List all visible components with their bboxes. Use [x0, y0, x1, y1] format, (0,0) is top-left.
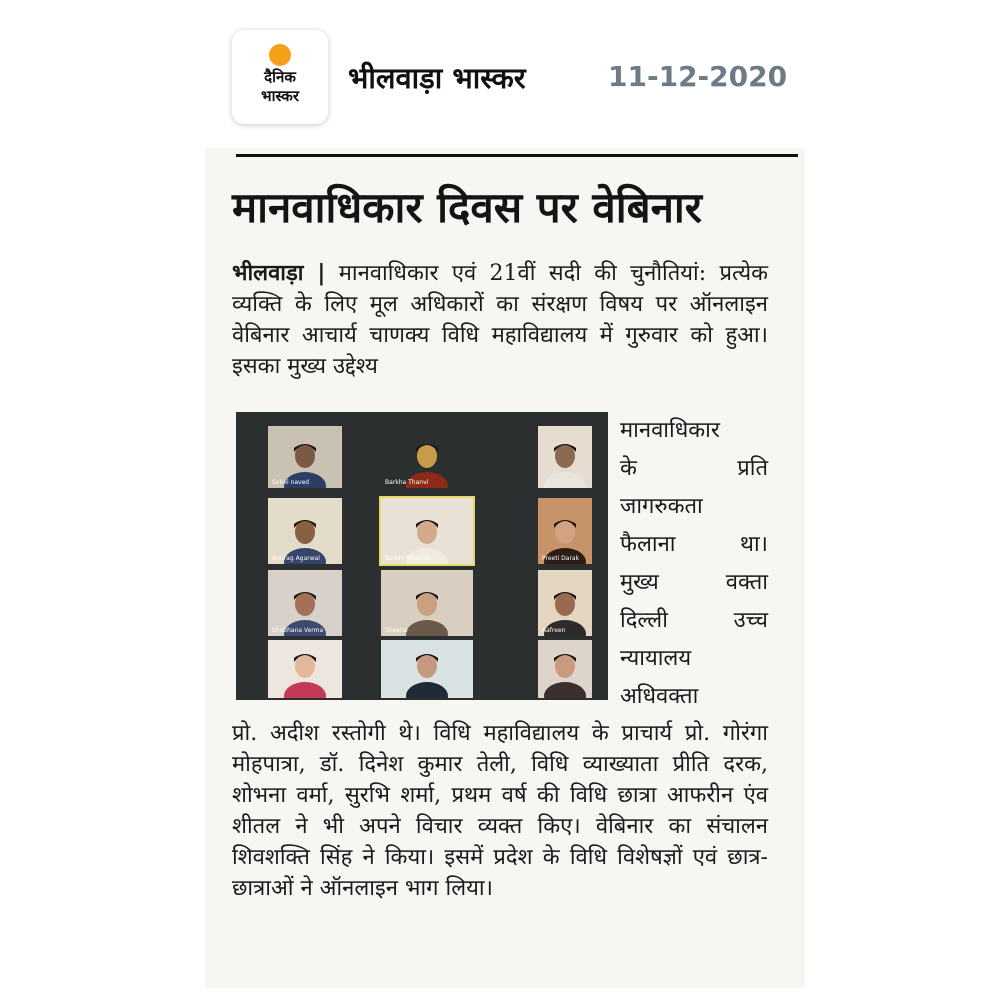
headline: मानवाधिकार दिवस पर वेबिनार [232, 183, 702, 232]
para-top-text: मानवाधिकार एवं 21वीं सदी की चुनौतियां: प्रत्येक व्यक्ति के लिए मूल अधिकारों का संरक्षण विषय पर ऑनलाइन वेबिनार आचार्य चाणक्य विधि महाविद्यालय में गुरुवार को हुआ। इसका मुख्य उद्देश्य [232, 261, 768, 379]
participant-figure [542, 646, 588, 698]
side-line: मुख्य वक्ता [620, 570, 768, 595]
video-tile [538, 498, 592, 564]
side-line: फैलाना था। [620, 532, 768, 557]
participant-figure [404, 584, 450, 636]
article-side-column [620, 412, 768, 716]
video-tile [538, 640, 592, 698]
video-tile [381, 426, 473, 488]
participant-name: Sheetal [385, 627, 408, 634]
side-line: के प्रति [620, 456, 768, 481]
video-tile [538, 570, 592, 636]
side-line: अधिवक्ता [620, 684, 699, 709]
video-tile [268, 498, 342, 564]
edition-name: भीलवाड़ा भास्कर [348, 61, 526, 95]
video-tile [381, 640, 473, 698]
side-line: मानवाधिकार [620, 418, 720, 443]
side-line: न्यायालय [620, 646, 692, 671]
logo-wordmark [232, 68, 328, 106]
participant-name: Anurag Agarwal [272, 555, 320, 562]
participant-figure [404, 646, 450, 698]
logo-line-2: भास्कर [261, 87, 299, 105]
participant-figure [542, 436, 588, 488]
dateline: भीलवाड़ा | [232, 260, 326, 286]
video-tile [381, 570, 473, 636]
video-tile [268, 570, 342, 636]
sun-dot-icon [269, 44, 291, 66]
participant-name: Surbhi Sharma [385, 555, 430, 562]
participant-figure [282, 646, 328, 698]
article-paragraph-bottom: प्रो. अदीश रस्तोगी थे। विधि महाविद्यालय के प्राचार्य प्रो. गोरंगा मोहपात्रा, डॉ. दिनेश कुमार तेली, विधि व्याख्याता प्रीति दरक, शोभना वर्मा, सुरभि शर्मा, प्रथम वर्ष की विधि छात्रा आफरीन एंव शीतल ने भी अपने विचार व्यक्त किए। वेबिनार का संचालन शिवशक्ति सिंह ने किया। इसमें प्रदेश के विधि विशेषज्ञों एवं छात्र-छात्राओं ने ऑनलाइन भाग लिया। [232, 721, 768, 901]
participant-name: Shobhana Verma [272, 627, 324, 634]
video-tile [268, 640, 342, 698]
logo-line-1: दैनिक [264, 68, 296, 86]
edition-date: 11-12-2020 [608, 60, 788, 93]
newspaper-logo [232, 30, 328, 124]
webinar-screenshot-photo [236, 412, 608, 700]
video-tile [381, 498, 473, 564]
participant-name: Barkha Thanvi [385, 479, 429, 486]
video-tile [538, 426, 592, 488]
participant-name: Preeti Darak [542, 555, 580, 562]
side-line: जागरुकता [620, 494, 703, 519]
participant-name: Aafreen [542, 627, 566, 634]
participant-name: Sohel naved [272, 479, 310, 486]
video-tile [268, 426, 342, 488]
top-rule [236, 154, 798, 157]
side-line: दिल्ली उच्च [620, 608, 768, 633]
article-paragraph-top [232, 258, 768, 408]
